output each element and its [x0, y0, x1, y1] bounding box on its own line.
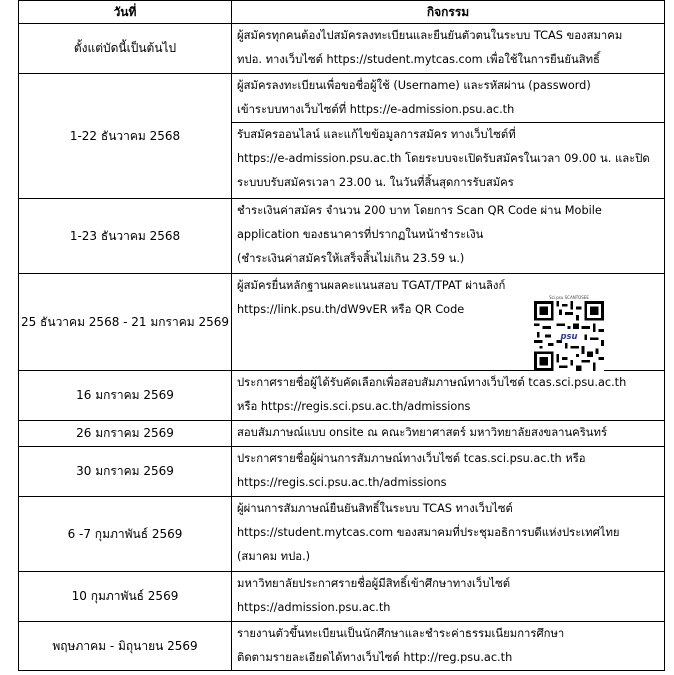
activity-line: เข้าระบบทางเว็บไซต์ที่ https://e-admission.psu.ac.th — [237, 103, 515, 116]
date-cell: 16 มกราคม 2569 — [19, 371, 232, 421]
date-cell: 25 ธันวาคม 2568 - 21 มกราคม 2569 — [19, 274, 232, 371]
qr-code-block[interactable] — [534, 294, 604, 380]
activity-cell — [232, 572, 665, 622]
activity-line: ผู้ผ่านการสัมภาษณ์ยืนยันสิทธิ์ในระบบ TCAS ทางเว็บไซต์ — [237, 502, 513, 515]
activity-line: https://regis.sci.psu.ac.th/admissions — [237, 476, 447, 489]
date-cell: 26 มกราคม 2569 — [19, 421, 232, 447]
activity-line: ชำระเงินค่าสมัคร จำนวน 200 บาท โดยการ Scan QR Code ผ่าน Mobile — [237, 204, 602, 217]
activity-cell — [232, 497, 665, 572]
date-cell: 30 มกราคม 2569 — [19, 447, 232, 497]
activity-line: ผู้สมัครยื่นหลักฐานผลคะแนนสอบ TGAT/TPAT ผ่านลิงก์ — [237, 279, 506, 292]
activity-line: ผู้สมัครทุกคนต้องไปสมัครลงทะเบียนและยืนยันตัวตนในระบบ TCAS ของสมาคม — [237, 29, 623, 42]
activity-cell — [232, 274, 665, 371]
table-row — [19, 447, 665, 497]
activity-line: รับสมัครออนไลน์ และแก้ไขข้อมูลการสมัคร ทางเว็บไซต์ที่ — [232, 122, 664, 147]
date-cell: 6 -7 กุมภาพันธ์ 2569 — [19, 497, 232, 572]
date-cell: 10 กุมภาพันธ์ 2569 — [19, 572, 232, 622]
activity-line: หรือ https://regis.sci.psu.ac.th/admissions — [237, 400, 471, 413]
activity-line: ประกาศรายชื่อผู้ผ่านการสัมภาษณ์ทางเว็บไซต์ tcas.sci.psu.ac.th หรือ — [237, 452, 586, 465]
activity-cell — [232, 74, 665, 199]
activity-line: สอบสัมภาษณ์แบบ onsite ณ คณะวิทยาศาสตร์ มหาวิทยาลัยสงขลานครินทร์ — [237, 426, 608, 439]
activity-line: https://e-admission.psu.ac.th โดยระบบจะเปิดรับสมัครในเวลา 09.00 น. และปิด — [237, 152, 650, 165]
table-row — [19, 199, 665, 274]
activity-line: (สมาคม ทปอ.) — [237, 550, 311, 563]
table-header-row — [19, 1, 665, 24]
activity-line: https://admission.psu.ac.th — [237, 601, 391, 614]
table-row — [19, 622, 665, 671]
activity-cell — [232, 622, 665, 671]
activity-line: รายงานตัวขึ้นทะเบียนเป็นนักศึกษาและชำระค่าธรรมเนียมการศึกษา — [237, 627, 565, 640]
qr-code-icon[interactable] — [534, 301, 604, 371]
table-row — [19, 497, 665, 572]
table-row — [19, 572, 665, 622]
activity-line: https://student.mytcas.com ของสมาคมที่ประชุมอธิการบดีแห่งประเทศไทย — [237, 526, 620, 539]
activity-line: (ชำระเงินค่าสมัครให้เสร็จสิ้นไม่เกิน 23.59 น.) — [237, 252, 465, 265]
date-cell: 1-23 ธันวาคม 2568 — [19, 199, 232, 274]
activity-line: https://link.psu.th/dW9vER หรือ QR Code — [237, 303, 465, 316]
activity-cell — [232, 447, 665, 497]
activity-cell — [232, 199, 665, 274]
activity-cell — [232, 421, 665, 447]
date-cell: 1-22 ธันวาคม 2568 — [19, 74, 232, 199]
date-cell: พฤษภาคม - มิถุนายน 2569 — [19, 622, 232, 671]
date-cell: ตั้งแต่บัดนี้เป็นต้นไป — [19, 24, 232, 74]
table-row — [19, 74, 665, 199]
svg-text:psu: psu — [560, 331, 578, 342]
table-row — [19, 274, 665, 371]
activity-line: ทปอ. ทางเว็บไซต์ https://student.mytcas.com เพื่อใช้ในการยืนยันสิทธิ์ — [237, 53, 600, 66]
qr-caption: Sci.psu SCANTOSEE — [549, 295, 589, 300]
activity-line: ผู้สมัครลงทะเบียนเพื่อขอชื่อผู้ใช้ (Username) และรหัสผ่าน (password) — [237, 79, 591, 92]
table-row — [19, 24, 665, 74]
header-date: วันที่ — [19, 1, 232, 24]
schedule-table — [18, 0, 665, 671]
activity-line: ประกาศรายชื่อผู้ได้รับคัดเลือกเพื่อสอบสัมภาษณ์ทางเว็บไซต์ tcas.sci.psu.ac.th — [237, 376, 627, 389]
activity-line: application ของธนาคารที่ปรากฏในหน้าชำระเงิน — [237, 228, 484, 241]
activity-line: ติดตามรายละเอียดได้ทางเว็บไซต์ http://reg.psu.ac.th — [237, 651, 513, 664]
activity-line: มหาวิทยาลัยประกาศรายชื่อผู้มีสิทธิ์เข้าศึกษาทางเว็บไซต์ — [237, 577, 511, 590]
activity-cell — [232, 24, 665, 74]
activity-line: ระบบบรับสมัครเวลา 23.00 น. ในวันที่สิ้นสุดการรับสมัคร — [237, 176, 514, 189]
table-row — [19, 421, 665, 447]
header-activity: กิจกรรม — [232, 1, 665, 24]
